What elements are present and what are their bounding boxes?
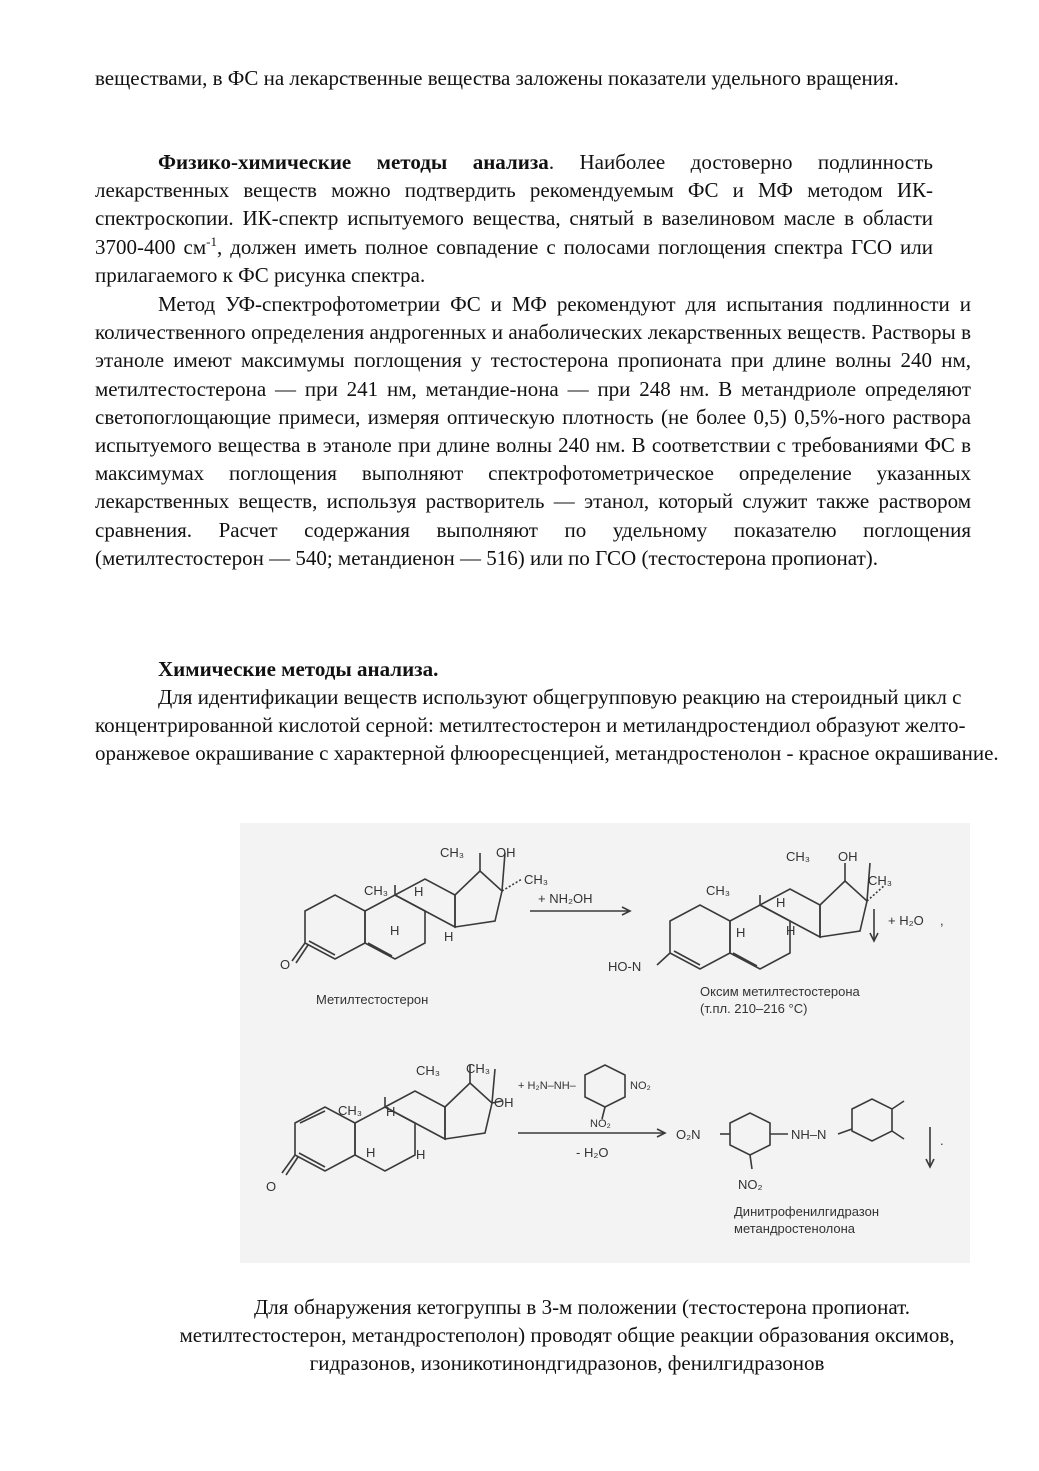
r1-h-label-4: H — [776, 895, 786, 910]
r2-minus-water: - H₂O — [576, 1145, 609, 1160]
r1-reagent: + NH₂OH — [538, 891, 593, 906]
r1-o-label: O — [280, 957, 291, 972]
r1-h-label-5: H — [736, 925, 746, 940]
r1-h-label-6: H — [786, 923, 796, 938]
r1-name-methyltestosterone: Метилтестостерон — [316, 992, 429, 1007]
paragraph-chemical-methods: Для идентификации веществ используют общегрупповую реакцию на стероидный цикл с концентрированной кислотой серной: метилтестостерон и метиландростендиол образуют желто-оранжевое окрашивание с характерной флюоресценцией, метандростенолон - красное окрашивание. — [95, 685, 999, 766]
r2-product-o2n: O₂N — [676, 1127, 701, 1142]
r2-oh-label: OH — [494, 1095, 514, 1110]
r1-ch3-label-b: CH₃ — [524, 872, 549, 887]
r1-name-oxime: Оксим метилтестостерона — [700, 984, 860, 999]
paragraph-uv-spectrophotometry: Метод УФ-спектрофотометрии ФС и МФ рекомендуют для испытания подлинности и количественного определения андрогенных и анаболических лекарственных веществ. Растворы в этаноле имеют максимумы поглощения у тестостерона пропионата при длине волны 240 нм, метилтестостерона — при 241 нм, метандие-нона — при 248 нм. В метандриоле определяют светопоглощающие примеси, измеряя оптическую плотность (не более 0,5) 0,5%-ного раствора испытуемого вещества в этаноле при длине волны 240 нм. В соответствии с требованиями ФС в максимумах поглощения выполняют спектрофотометрическое определение указанных лекарственных веществ, используя растворитель — этанол, который служит также раствором сравнения. Расчет содержания выполняют по удельному показателю поглощения (метилтестостерон — 540; метандиенон — 516) или по ГСО (тестостерона пропионат). — [95, 292, 971, 570]
r1-comma: , — [940, 913, 944, 928]
reaction-scheme-svg — [240, 823, 970, 1263]
r1-ch3-label-f: CH₃ — [706, 883, 731, 898]
reaction-scheme-figure — [240, 823, 970, 1263]
r1-name-melting-point: (т.пл. 210–216 °C) — [700, 1001, 808, 1016]
r2-product-no2: NO₂ — [738, 1177, 763, 1192]
paragraph-ir-spectroscopy — [95, 148, 933, 289]
heading-chemical-methods: Химические методы анализа. — [158, 657, 439, 681]
closing-line-2: метилтестостерон, метандростеполон) проводят общие реакции образования оксимов, — [179, 1323, 955, 1347]
r2-reagent-hydrazine: + H₂N–NH– — [518, 1080, 576, 1092]
closing-line-1: Для обнаружения кетогруппы в 3-м положении (тестостерона пропионат. — [253, 1295, 910, 1319]
paragraph-intro: веществами, в ФС на лекарственные вещества заложены показатели удельного вращения. — [95, 66, 899, 90]
r2-dot: . — [940, 1133, 944, 1148]
r1-h-label-3: H — [444, 929, 454, 944]
ir-superscript: -1 — [206, 233, 217, 249]
ir-text-part-b: , должен иметь полное совпадение с полосами поглощения спектра ГСО или прилагаемого к ФС рисунка спектра. — [95, 234, 933, 287]
r2-name-line-1: Динитрофенилгидразон — [734, 1204, 879, 1219]
r2-product-nhn: NH–N — [791, 1127, 827, 1142]
r1-h-label-1: H — [414, 884, 424, 899]
r2-ch3-label-b: CH₃ — [466, 1061, 491, 1076]
closing-line-3: гидразонов, изоникотинондгидразонов, фенилгидразонов — [309, 1351, 825, 1375]
r1-hon-label: HO-N — [608, 959, 642, 974]
r1-ch3-label-d: CH₃ — [786, 849, 811, 864]
r2-ch3-label-c: CH₃ — [338, 1103, 363, 1118]
heading-suffix: . — [548, 150, 555, 174]
r2-h-label-2: H — [366, 1145, 376, 1160]
r1-oh-label-a: OH — [496, 845, 516, 860]
r2-reagent-no2-a: NO₂ — [630, 1080, 651, 1092]
r1-h-label-2: H — [390, 923, 400, 938]
r2-h-label-1: H — [386, 1104, 396, 1119]
r1-water-label: + H₂O — [888, 913, 924, 928]
r2-ch3-label-a: CH₃ — [416, 1063, 441, 1078]
r2-name-line-2: метандростенолона — [734, 1221, 856, 1236]
r2-o-label: O — [266, 1179, 277, 1194]
r2-h-label-3: H — [416, 1147, 426, 1162]
r1-ch3-label-c: CH₃ — [364, 883, 389, 898]
r1-ch3-label-e: CH₃ — [868, 873, 893, 888]
closing-paragraph — [95, 1293, 1039, 1377]
heading-physchem-methods: Физико-химические методы анализа — [158, 150, 549, 174]
ir-text-part-a: Наиболее достоверно подлинность лекарственных веществ можно подтвердить рекомендуемым ФС и МФ методом ИК-спектроскопии. ИК-спектр испытуемого вещества, снятый в вазелиновом масле в области 3700-400 см — [95, 150, 934, 259]
r1-ch3-label-a: CH₃ — [440, 845, 465, 860]
r1-oh-label-b: OH — [838, 849, 858, 864]
r2-reagent-no2-b: NO₂ — [590, 1118, 611, 1130]
